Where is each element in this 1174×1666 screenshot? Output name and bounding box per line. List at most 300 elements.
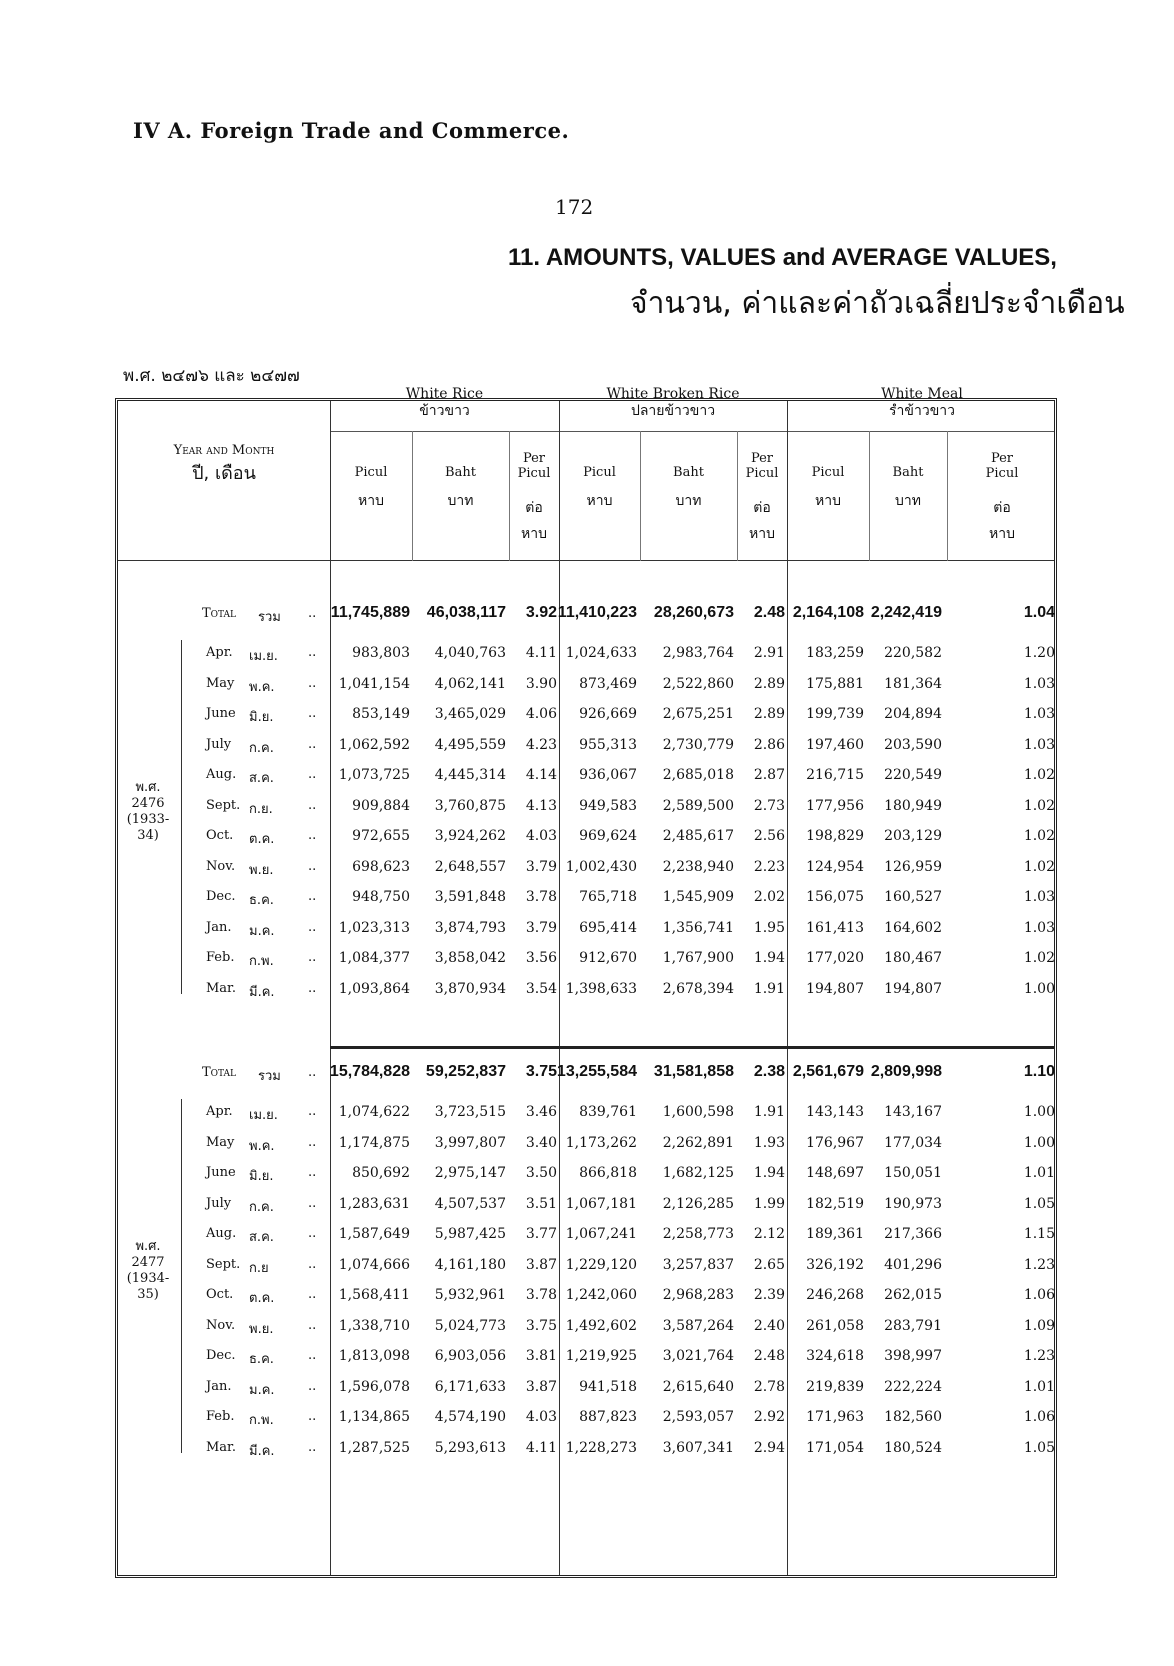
table-cell: 1.94 (753, 950, 785, 966)
month-label-en: Total (202, 1065, 237, 1080)
table-cell: 1,242,060 (565, 1287, 637, 1303)
subheader-picul (787, 465, 869, 509)
table-cell: 160,527 (884, 889, 942, 905)
table-cell: 1.02 (1023, 767, 1055, 783)
table-cell: 262,015 (884, 1287, 942, 1303)
table-cell: 4,161,180 (434, 1256, 506, 1273)
table-cell: 866,818 (579, 1165, 637, 1181)
table-cell: 1.93 (753, 1134, 785, 1151)
subheader-th: บาท (895, 493, 921, 509)
leader-dots: .. (308, 606, 317, 621)
month-label-th: เม.ย. (249, 649, 278, 664)
header-top-rule (330, 431, 1054, 432)
table-cell: 1,600,598 (662, 1104, 734, 1120)
table-cell: 198,829 (806, 828, 864, 844)
group-header-white-rice (330, 386, 559, 420)
table-cell: 1,338,710 (338, 1317, 410, 1334)
table-cell: 3.50 (525, 1165, 557, 1181)
table-cell: 1.02 (1023, 828, 1055, 844)
table-cell: 175,881 (806, 675, 864, 692)
subheader-en: Baht (445, 465, 476, 480)
month-label-en: Total (202, 606, 237, 621)
table-cell: 401,296 (884, 1256, 942, 1273)
table-cell: 1,074,666 (338, 1256, 410, 1273)
year-range: พ.ศ. ๒๔๗๖ และ ๒๔๗๗ (123, 366, 300, 386)
table-cell: 3.81 (525, 1348, 557, 1364)
table-cell: 326,192 (806, 1256, 864, 1273)
total-row (118, 600, 1060, 630)
table-cell: 1.04 (1023, 604, 1055, 621)
table-cell: 4,574,190 (434, 1409, 506, 1425)
table-cell: 3,924,262 (434, 828, 506, 844)
table-cell: 983,803 (352, 645, 410, 661)
table-cell: 1.03 (1023, 706, 1055, 722)
leader-dots: .. (308, 1287, 317, 1302)
month-label-en: May (206, 675, 235, 691)
month-label-en: Mar. (206, 980, 236, 996)
subheader-en: Baht (673, 465, 704, 480)
group-header-th: ข้าวขาว (419, 403, 470, 419)
table-cell: 161,413 (806, 919, 864, 936)
table-cell: 180,467 (884, 950, 942, 966)
table-cell: 3,607,341 (662, 1439, 734, 1456)
table-row (118, 883, 1060, 913)
table-cell: 6,171,633 (434, 1378, 506, 1395)
table-cell: 283,791 (884, 1317, 942, 1334)
month-label-th: ก.พ. (249, 1413, 274, 1428)
subheader-en: Picul (354, 465, 388, 480)
table-cell: 4.03 (525, 1409, 557, 1425)
table-cell: 1,134,865 (338, 1409, 410, 1425)
table-cell: 4,445,314 (434, 767, 506, 783)
month-label-th: รวม (258, 610, 281, 625)
table-cell: 2,968,283 (662, 1287, 734, 1303)
table-cell: 31,581,858 (653, 1063, 734, 1080)
table-cell: 4.11 (525, 1439, 557, 1456)
table-cell: 1,174,875 (338, 1134, 410, 1151)
table-cell: 3.79 (525, 858, 557, 875)
table-cell: 177,020 (806, 950, 864, 966)
table-cell: 5,932,961 (434, 1287, 506, 1303)
month-label-en: July (206, 736, 232, 752)
page-number: 172 (555, 195, 594, 219)
table-cell: 2.86 (753, 736, 785, 753)
table-cell: 2,485,617 (662, 828, 734, 844)
subheader-en: Per Picul (985, 451, 1019, 481)
subheader-th: หาบ (358, 493, 384, 509)
year-side-year: 2477 (131, 1255, 165, 1270)
table-cell: 2,685,018 (662, 767, 734, 783)
table-cell: 1,024,633 (565, 645, 637, 661)
table-cell: 1.01 (1023, 1165, 1055, 1181)
table-cell: 150,051 (884, 1165, 942, 1181)
year-side-be: พ.ศ. (135, 780, 161, 795)
subheader-th: ต่อ หาบ (749, 500, 775, 542)
month-label-en: Feb. (206, 950, 235, 965)
table-cell: 2.87 (753, 767, 785, 783)
table-cell: 182,560 (884, 1409, 942, 1425)
total-row (118, 1059, 1060, 1089)
table-cell: 2,809,998 (870, 1063, 942, 1080)
table-cell: 3.78 (525, 1287, 557, 1303)
subheader-en: Per Picul (517, 451, 551, 481)
table-cell: 124,954 (806, 858, 864, 875)
group-header-en: White Meal (881, 386, 963, 402)
subheader-en: Picul (811, 465, 845, 480)
table-cell: 246,268 (806, 1287, 864, 1303)
table-cell: 1.20 (1023, 645, 1055, 661)
table-cell: 2,164,108 (792, 604, 864, 621)
table-cell: 853,149 (352, 706, 410, 722)
table-cell: 948,750 (352, 889, 410, 905)
subheader-th: หาบ (586, 493, 613, 509)
table-row (118, 1434, 1060, 1464)
table-cell: 46,038,117 (426, 604, 506, 621)
table-cell: 4,040,763 (434, 645, 506, 661)
month-label-th: รวม (258, 1069, 281, 1084)
table-cell: 2,262,891 (662, 1134, 734, 1151)
month-label-en: Aug. (206, 767, 237, 782)
table-cell: 887,823 (579, 1409, 637, 1425)
table-cell: 2,975,147 (434, 1165, 506, 1181)
table-cell: 949,583 (579, 797, 637, 814)
table-row (118, 792, 1060, 822)
month-label-th: พ.ค. (249, 1138, 275, 1154)
table-cell: 1,287,525 (338, 1439, 410, 1456)
table-cell: 180,949 (884, 797, 942, 814)
table-cell: 194,807 (806, 980, 864, 997)
subheader-th: ต่อ หาบ (521, 500, 547, 542)
subheader-en: Per Picul (745, 451, 779, 481)
group-header-en: White Rice (405, 386, 484, 402)
leader-dots: .. (308, 1256, 317, 1272)
table-cell: 1.02 (1023, 950, 1055, 966)
table-cell: 1.23 (1023, 1256, 1055, 1273)
table-cell: 1,492,602 (565, 1317, 637, 1334)
table-cell: 1,398,633 (565, 980, 637, 997)
table-cell: 1.05 (1023, 1195, 1055, 1212)
table-cell: 4.23 (525, 736, 557, 753)
group-header-white-meal (787, 386, 1057, 420)
table-cell: 3.46 (525, 1104, 557, 1120)
month-label-en: Oct. (206, 828, 234, 843)
leader-dots: .. (308, 919, 317, 935)
month-label-th: ส.ค. (249, 771, 274, 786)
table-cell: 4.13 (525, 797, 557, 814)
subheader-per (509, 451, 559, 547)
table-cell: 2.73 (753, 797, 785, 814)
table-cell: 941,518 (579, 1378, 637, 1395)
main-title: 11. AMOUNTS, VALUES and AVERAGE VALUES, (508, 244, 1057, 271)
table-cell: 216,715 (806, 767, 864, 783)
year-side-ce: (1934-35) (126, 1271, 170, 1302)
table-cell: 4,495,559 (434, 736, 506, 753)
table-cell: 1.91 (753, 980, 785, 997)
subheader-picul (559, 465, 640, 509)
table-cell: 3,874,793 (434, 919, 506, 936)
subheader-en: Picul (583, 465, 616, 480)
table-cell: 3.77 (525, 1226, 557, 1242)
table-cell: 4.14 (525, 767, 557, 783)
table-cell: 2.94 (753, 1439, 785, 1456)
month-label-en: June (206, 1165, 236, 1180)
table-cell: 2.40 (753, 1317, 785, 1334)
leader-dots: .. (308, 645, 317, 660)
table-row (118, 1281, 1060, 1311)
subheader-baht (412, 465, 509, 509)
table-cell: 1,041,154 (338, 675, 410, 692)
table-cell: 873,469 (579, 675, 637, 692)
table-cell: 143,143 (806, 1104, 864, 1120)
table-cell: 3,021,764 (662, 1348, 734, 1364)
table-cell: 1,084,377 (338, 950, 410, 966)
table-row (118, 1159, 1060, 1189)
month-label-th: พ.ย. (249, 862, 274, 878)
table-cell: 3.51 (525, 1195, 557, 1212)
table-cell: 2,242,419 (870, 604, 942, 621)
table-cell: 3,760,875 (434, 797, 506, 814)
table-cell: 1.05 (1023, 1439, 1055, 1456)
table-cell: 3,870,934 (434, 980, 506, 997)
table-cell: 3.75 (525, 1063, 557, 1080)
table-cell: 3,858,042 (434, 950, 506, 966)
table-cell: 1,074,622 (338, 1104, 410, 1120)
table-cell: 1.95 (753, 919, 785, 936)
table-cell: 765,718 (579, 889, 637, 905)
table-cell: 204,894 (884, 706, 942, 722)
table-cell: 4.11 (525, 645, 557, 661)
table-cell: 2.23 (753, 858, 785, 875)
table-cell: 2.12 (753, 1226, 785, 1242)
table-cell: 197,460 (806, 736, 864, 753)
table-cell: 180,524 (884, 1439, 942, 1456)
table-cell: 2.78 (753, 1378, 785, 1395)
table-cell: 171,963 (806, 1409, 864, 1425)
group-header-th: ปลายข้าวขาว (630, 403, 716, 419)
table-cell: 183,259 (806, 645, 864, 661)
table-cell: 2,589,500 (662, 797, 734, 814)
year-side-year: 2476 (131, 796, 165, 811)
table-cell: 3,587,264 (662, 1317, 734, 1334)
table-cell: 936,067 (579, 767, 637, 783)
table-cell: 1.00 (1023, 980, 1055, 997)
month-label-th: พ.ย. (249, 1321, 274, 1337)
table-row (118, 914, 1060, 944)
table-cell: 2.92 (753, 1409, 785, 1425)
table-cell: 695,414 (579, 919, 637, 936)
subheader-th: บาท (447, 493, 474, 509)
month-label-th: ธ.ค. (249, 893, 274, 908)
table-cell: 1.06 (1023, 1287, 1055, 1303)
table-row (118, 1190, 1060, 1220)
month-label-th: ก.ย. (249, 801, 273, 817)
table-cell: 217,366 (884, 1226, 942, 1242)
table-cell: 1.03 (1023, 919, 1055, 936)
table-cell: 2,522,860 (662, 675, 734, 692)
table-cell: 177,956 (806, 797, 864, 814)
table-cell: 220,549 (884, 767, 942, 783)
table-cell: 1,093,864 (338, 980, 410, 997)
table-cell: 1,767,900 (662, 950, 734, 966)
leader-dots: .. (308, 675, 317, 691)
leader-dots: .. (308, 1439, 317, 1455)
table-cell: 2.89 (753, 706, 785, 722)
table-row (118, 670, 1060, 700)
table-cell: 3.56 (525, 950, 557, 966)
stub-header (118, 443, 330, 484)
table-cell: 1.09 (1023, 1317, 1055, 1334)
table-cell: 3.92 (525, 604, 557, 621)
table-cell: 1,073,725 (338, 767, 410, 783)
month-label-th: ก.ค. (249, 740, 274, 756)
leader-dots: .. (308, 767, 317, 782)
month-label-th: ม.ค. (249, 923, 275, 939)
leader-dots: .. (308, 980, 317, 996)
month-label-th: ส.ค. (249, 1230, 274, 1245)
block-separator (330, 1046, 1054, 1049)
month-label-th: ก.ค. (249, 1199, 274, 1215)
table-row (118, 1403, 1060, 1433)
table-cell: 4.03 (525, 828, 557, 844)
table-cell: 2,983,764 (662, 645, 734, 661)
table-cell: 3.78 (525, 889, 557, 905)
leader-dots: .. (308, 1317, 317, 1333)
table-cell: 698,623 (352, 858, 410, 875)
table-cell: 5,987,425 (434, 1226, 506, 1242)
month-label-en: Dec. (206, 889, 236, 904)
header-bottom-rule (118, 560, 1054, 561)
table-row (118, 1373, 1060, 1403)
table-cell: 156,075 (806, 889, 864, 905)
table-cell: 2.91 (753, 645, 785, 661)
table-cell: 3.79 (525, 919, 557, 936)
table-cell: 2,615,640 (662, 1378, 734, 1395)
table-cell: 1.10 (1023, 1063, 1055, 1080)
leader-dots: .. (308, 797, 317, 813)
table-cell: 1.00 (1023, 1104, 1055, 1120)
table-cell: 1,568,411 (338, 1287, 410, 1303)
subheader-baht (869, 465, 947, 509)
table-row (118, 822, 1060, 852)
table-cell: 3.54 (525, 980, 557, 997)
table-cell: 1.03 (1023, 675, 1055, 692)
table-cell: 2.39 (753, 1287, 785, 1303)
month-label-en: Jan. (206, 1378, 232, 1394)
table-row (118, 1220, 1060, 1250)
table-cell: 181,364 (884, 675, 942, 692)
table-cell: 182,519 (806, 1195, 864, 1212)
table-row (118, 1251, 1060, 1281)
table-cell: 4,062,141 (434, 675, 506, 692)
month-label-th: ต.ค. (249, 1291, 275, 1306)
leader-dots: .. (308, 858, 317, 874)
month-label-th: ต.ค. (249, 832, 275, 847)
table-cell: 1,356,741 (662, 919, 734, 936)
table-cell: 1.00 (1023, 1134, 1055, 1151)
table-cell: 59,252,837 (425, 1063, 506, 1080)
table-cell: 3,465,029 (434, 706, 506, 722)
table-cell: 199,739 (806, 706, 864, 722)
leader-dots: .. (308, 1104, 317, 1119)
table-cell: 1,596,078 (338, 1378, 410, 1395)
table-cell: 190,973 (884, 1195, 942, 1212)
leader-dots: .. (308, 950, 317, 965)
table-cell: 839,761 (579, 1104, 637, 1120)
month-label-en: June (206, 706, 236, 721)
table-row (118, 1312, 1060, 1342)
month-label-en: Nov. (206, 1317, 236, 1333)
table-cell: 2.48 (753, 1348, 785, 1364)
table-cell: 3.87 (525, 1378, 557, 1395)
table-cell: 324,618 (806, 1348, 864, 1364)
leader-dots: .. (308, 1065, 317, 1080)
table-cell: 1.99 (753, 1195, 785, 1212)
table-row (118, 853, 1060, 883)
month-label-en: Mar. (206, 1439, 236, 1455)
table-cell: 850,692 (352, 1165, 410, 1181)
table-row (118, 731, 1060, 761)
table-cell: 1,002,430 (565, 858, 637, 875)
stub-header-en: Year and Month (173, 443, 275, 458)
month-label-th: มี.ค. (249, 984, 275, 1000)
table-cell: 1,229,120 (565, 1256, 637, 1273)
table-cell: 926,669 (579, 706, 637, 722)
leader-dots: .. (308, 1165, 317, 1180)
table-cell: 2,126,285 (662, 1195, 734, 1212)
table-cell: 5,293,613 (434, 1439, 506, 1456)
table-cell: 2,675,251 (662, 706, 734, 722)
table-cell: 6,903,056 (434, 1348, 506, 1364)
table-row (118, 975, 1060, 1005)
subheader-th: บาท (675, 493, 702, 509)
table-cell: 972,655 (352, 828, 410, 844)
leader-dots: .. (308, 1195, 317, 1211)
table-cell: 1.02 (1023, 858, 1055, 875)
table-row (118, 944, 1060, 974)
table-row (118, 1098, 1060, 1128)
table-cell: 1.91 (753, 1104, 785, 1120)
table-cell: 969,624 (579, 828, 637, 844)
table-cell: 1.03 (1023, 889, 1055, 905)
table-cell: 1.06 (1023, 1409, 1055, 1425)
table-cell: 1,283,631 (338, 1195, 410, 1212)
subheader-baht (640, 465, 737, 509)
table-cell: 1.03 (1023, 736, 1055, 753)
month-label-en: Sept. (206, 797, 241, 813)
table-cell: 11,745,889 (330, 604, 410, 621)
table-cell: 2.65 (753, 1256, 785, 1273)
table-cell: 28,260,673 (653, 604, 734, 621)
year-side-ce: (1933-34) (126, 812, 170, 843)
table-cell: 203,129 (884, 828, 942, 844)
rice-trade-table (115, 386, 1057, 1578)
table-cell: 1,587,649 (338, 1226, 410, 1242)
year-side-be: พ.ศ. (135, 1239, 161, 1254)
month-label-en: Aug. (206, 1226, 237, 1241)
table-cell: 1.15 (1023, 1226, 1055, 1242)
month-label-en: Dec. (206, 1348, 236, 1363)
table-cell: 1.94 (753, 1165, 785, 1181)
table-cell: 2,238,940 (662, 858, 734, 875)
table-row (118, 761, 1060, 791)
table-cell: 2,561,679 (792, 1063, 864, 1080)
month-label-th: พ.ค. (249, 679, 275, 695)
table-cell: 1,062,592 (338, 736, 410, 753)
table-cell: 3.40 (525, 1134, 557, 1151)
month-label-en: May (206, 1134, 235, 1150)
table-cell: 3,257,837 (662, 1256, 734, 1273)
table-cell: 126,959 (884, 858, 942, 875)
